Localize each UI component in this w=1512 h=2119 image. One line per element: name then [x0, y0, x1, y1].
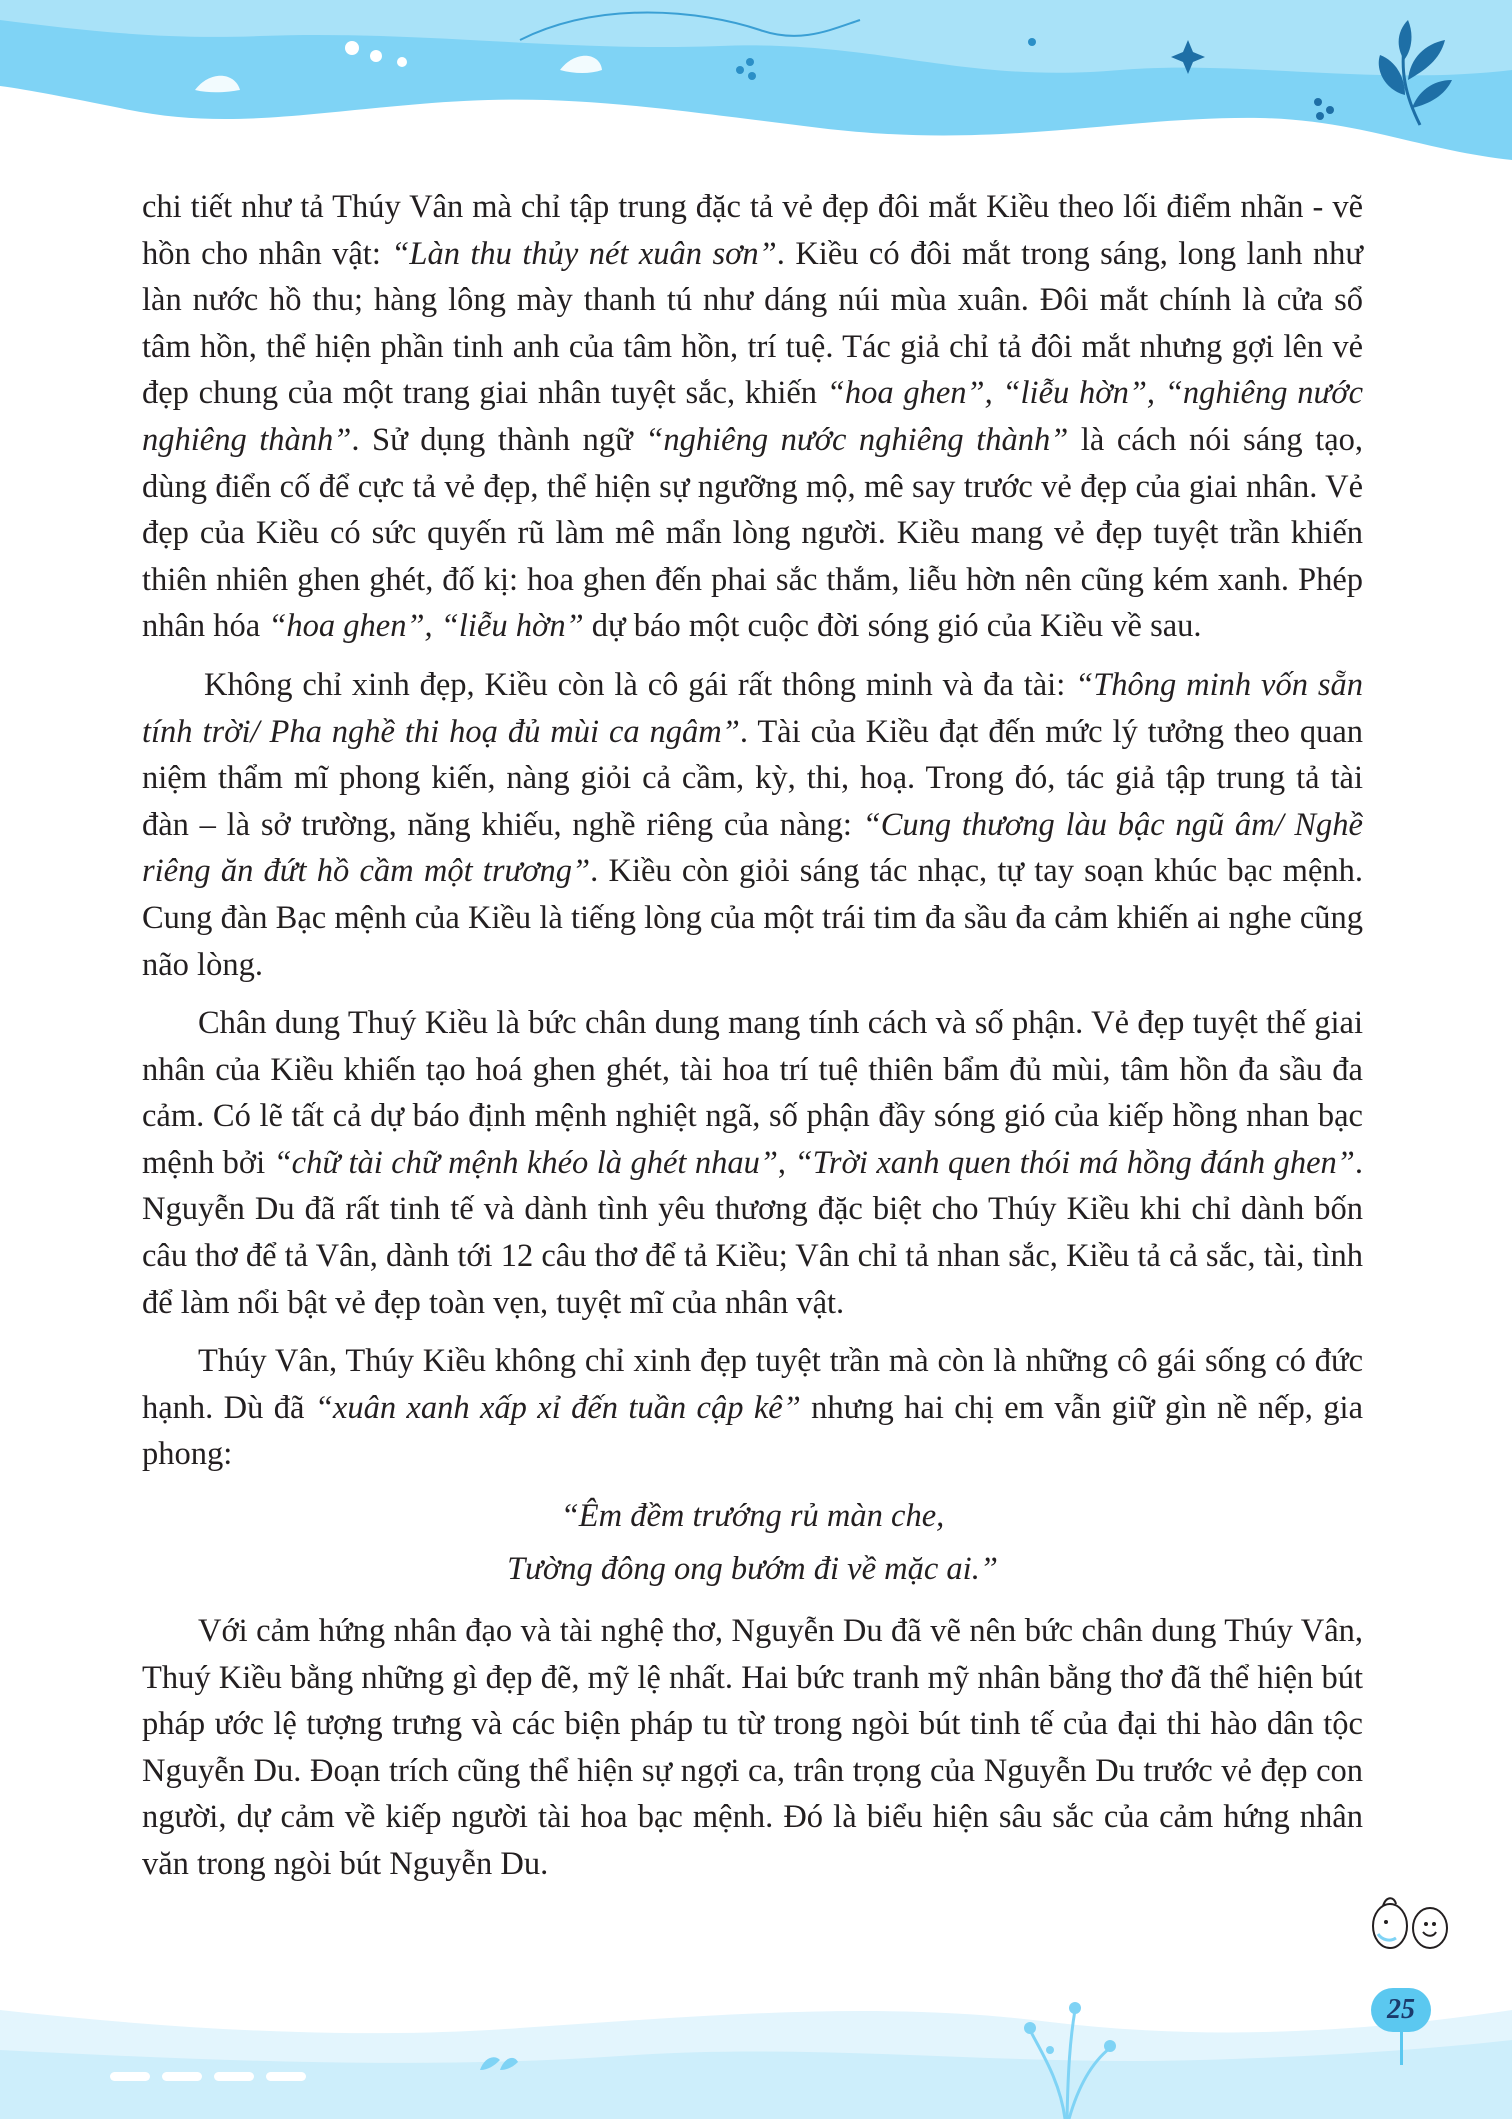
quote: “Làn thu thủy nét xuân sơn”: [391, 235, 777, 272]
quote: “chữ tài chữ mệnh khéo là ghét nhau”: [273, 1144, 778, 1181]
page-number-stem: [1400, 2030, 1403, 2065]
text-span: là cách nói sáng tạo, dùng điển cố để cực tả vẻ đẹp, thể hiện sự ngưỡng mộ, mê say trước vẻ đẹp của giai nhân. Vẻ đẹp của Kiều có sức quyến rũ làm mê mẩn lòng người. Kiều mang vẻ đẹp tuyệt trần khiến thiên nhiên ghen ghét, đố kị: hoa ghen đến phai sắc thắm, liễu hờn nên cũng kém xanh. Phép nhân hóa: [142, 421, 1364, 645]
article-text: [142, 184, 1363, 1900]
footer-wave-decoration: [0, 1970, 1512, 2119]
text-span: chi tiết như tả Thúy Vân mà chỉ tập trung đặc tả vẻ đẹp đôi mắt Kiều theo lối điểm nhãn - vẽ hồn cho nhân vật:: [142, 189, 1363, 272]
text-span: Thúy Vân, Thúy Kiều không chỉ xinh đẹp tuyệt trần mà còn là những cô gái sống có đức hạnh. Dù đã: [142, 1343, 1363, 1426]
text-span: Chân dung Thuý Kiều là bức chân dung mang tính cách và số phận. Vẻ đẹp tuyệt thế giai nhân của Kiều khiến tạo hoá ghen ghét, tài hoa trí tuệ thiên bẩm đủ mùi, tâm hồn đa sầu đa cảm. Có lẽ tất cả dự báo định mệnh nghiệt ngã, số phận đầy sóng gió của kiếp hồng nhan bạc mệnh bởi: [142, 1005, 1363, 1181]
text-span: dự báo một cuộc đời sóng gió của Kiều về sau.: [583, 608, 1202, 645]
paragraph-2: [142, 662, 1363, 988]
poem-line-1: “Êm đềm trướng rủ màn che,: [560, 1498, 945, 1535]
page-number: 25: [1371, 1988, 1431, 2032]
text-span: . Tài của Kiều đạt đến mức lý tưởng theo quan niệm thẩm mĩ phong kiến, nàng giỏi cả cầm, kỳ, thi, hoạ. Trong đó, tác giả tập trung tả tài đàn – là sở trường, năng khiếu, nghề riêng của nàng:: [142, 713, 1364, 843]
quote: “hoa ghen”, “liễu hờn”, “nghiêng nước nghiêng thành”: [142, 375, 1363, 458]
text-span: Không chỉ xinh đẹp, Kiều còn là cô gái rất thông minh và đa tài:: [204, 666, 1076, 703]
text-span: ,: [777, 1144, 795, 1181]
egg-characters-icon: [1368, 1892, 1458, 1952]
quote: “xuân xanh xấp xỉ đến tuần cập kê”: [314, 1389, 801, 1426]
text-span: . Nguyễn Du đã rất tinh tế và dành tình yêu thương đặc biệt cho Thúy Kiều khi chỉ dành bốn câu thơ để tả Vân, dành tới 12 câu thơ để tả Kiều; Vân chỉ tả nhan sắc, Kiều tả cả sắc, tài, tình để làm nổi bật vẻ đẹp toàn vẹn, tuyệt mĩ của nhân vật.: [142, 1144, 1363, 1321]
paragraph-3: [142, 1000, 1363, 1326]
quote: “Thông minh vốn sẵn tính trời/ Pha nghề thi hoạ đủ mùi ca ngâm”: [142, 666, 1363, 750]
text-span: nhưng hai chị em vẫn giữ gìn nề nếp, gia phong:: [142, 1389, 1363, 1473]
poem-quote: [142, 1490, 1363, 1596]
paragraph-5: [142, 1608, 1363, 1888]
quote: “hoa ghen”, “liễu hờn”: [268, 608, 584, 645]
quote: “nghiêng nước nghiêng thành”: [645, 421, 1069, 458]
text-span: . Kiều có đôi mắt trong sáng, long lanh như làn nước hồ thu; hàng lông mày thanh tú như dáng núi mùa xuân. Đôi mắt chính là cửa sổ tâm hồn, thể hiện phần tinh anh của tâm hồn, trí tuệ. Tác giả chỉ tả đôi mắt nhưng gợi lên vẻ đẹp chung của một trang giai nhân tuyệt sắc, khiến: [142, 235, 1363, 412]
text-span: . Sử dụng thành ngữ: [351, 421, 646, 458]
text-span: Với cảm hứng nhân đạo và tài nghệ thơ, Nguyễn Du đã vẽ nên bức chân dung Thúy Vân, Thuý Kiều bằng những gì đẹp đẽ, mỹ lệ nhất. Hai bức tranh mỹ nhân bằng thơ đã thể hiện bút pháp ước lệ tượng trưng và các biện pháp tu từ trong ngòi bút tinh tế của đại thi hào dân tộc Nguyễn Du. Đoạn trích cũng thể hiện sự ngợi ca, trân trọng của Nguyễn Du trước vẻ đẹp con người, dự cảm về kiếp người tài hoa bạc mệnh. Đó là biểu hiện sâu sắc của cảm hứng nhân văn trong ngòi bút Nguyễn Du.: [142, 1613, 1363, 1882]
quote: “Trời xanh quen thói má hồng đánh ghen”: [794, 1144, 1355, 1181]
paragraph-4: [142, 1338, 1363, 1478]
quote: “Cung thương làu bậc ngũ âm/ Nghề riêng ăn đứt hồ cầm một trương”: [142, 806, 1363, 890]
paragraph-1: [142, 184, 1363, 650]
header-wave-decoration: [0, 0, 1512, 190]
text-span: . Kiều còn giỏi sáng tác nhạc, tự tay soạn khúc bạc mệnh. Cung đàn Bạc mệnh của Kiều là tiếng lòng của một trái tim đa sầu đa cảm khiến ai nghe cũng não lòng.: [142, 853, 1363, 983]
poem-line-2: Tường đông ong bướm đi về mặc ai.”: [507, 1551, 998, 1588]
